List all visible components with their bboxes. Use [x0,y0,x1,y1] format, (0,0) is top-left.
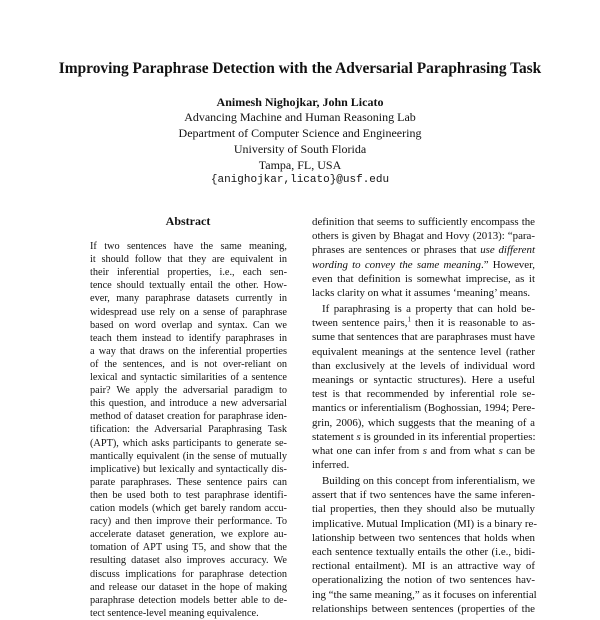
body-line: phrases are sentences or phrases that use different [312,244,535,257]
body-line: implicative. Mutual Implication (MI) is a binary re- [312,517,538,530]
body-line: each sentence textually entails the other (i.e., bidi- [312,546,535,558]
abstract-line: tification: the Adversarial Paraphrasing Task [90,424,287,436]
abstract-line: (APT), which asks participants to generate se- [90,437,287,449]
abstract-line: teach them instead to identify paraphrases in [90,332,287,344]
affiliation-lab: Advancing Machine and Human Reasoning Lab [184,110,416,124]
body-line: others is given by Bhagat and Hovy (2013): “para- [312,230,535,243]
abstract-line: resulting dataset also improves accuracy. We [90,555,287,567]
affiliation-university: University of South Florida [233,142,367,156]
abstract-line: If two sentences have the same meaning, [90,241,287,252]
body-line: test is that recommended by inferential role se- [312,388,535,401]
body-line: equivalent meanings at the sentence level (rather [312,345,535,358]
paper-title: Improving Paraphrase Detection with the Adversarial Paraphrasing Task [58,60,542,77]
body-line: assert that if two sentences have the same inferen- [312,489,535,502]
abstract-line: widespread use rely on a sense of paraphrase [90,306,287,318]
abstract-line: method of dataset creation for paraphrase iden- [90,411,287,423]
abstract-line: a way that draws on the inferential properties [90,345,287,357]
body-line: than exclusively at the levels of individual word [312,359,535,372]
abstract-line: it should follow that they are equivalent in [90,254,287,266]
body-line: relationships between sentences (properties of the [312,602,535,615]
body-line: rectional entailment). MI is an attractive way of [312,560,535,573]
abstract-line: their inferential properties, i.e., each sen- [90,267,287,279]
abstract-line: mantically equivalent (in the sense of mutually [90,450,287,462]
abstract-line: accelerate dataset generation, we explore au- [90,529,287,541]
body-line: statement s is grounded in its inferential properties: [312,430,536,443]
abstract-line: of the sentences, and is not over-reliant on [90,358,287,370]
abstract-line: based on word overlap and syntax. Can we [90,319,287,331]
body-line: tial properties, then they should also be mutually [312,503,535,516]
abstract-line: tence should textually entail the other. How- [90,280,287,292]
abstract-line: then be used both to test paraphrase identifi- [90,489,287,501]
body-line: Building on this concept from inferentialism, we [322,475,535,487]
abstract-line: this question, and introduce a new adversarial [90,398,287,410]
body-line: sume that sentences that are paraphrases must have [312,331,535,344]
abstract-line: tomation of APT using T5, and show that the [90,542,287,554]
body-line: If paraphrasing is a property that can hold be- [322,303,535,315]
body-line: lationship between two sentences that holds when [312,531,535,544]
abstract-line: paraphrase detection models better able to de- [90,594,287,606]
affiliation-department: Department of Computer Science and Engineering [178,126,422,140]
abstract-line: pair? We apply the adversarial paradigm to [90,385,287,397]
abstract-line: discuss implications for paraphrase detection [90,568,287,580]
body-line: what one can infer from s and from what s can be [312,445,535,457]
body-line: tween sentence pairs,$^1$ then it is reasonable to as- [312,315,535,330]
email: {anighojkar,licato}@usf.edu [210,174,390,186]
body-line: operationalizing the notion of two sentences hav- [312,574,535,587]
body-line: even that definition is somewhat imprecise, as it [312,272,535,285]
body-line: inferred. [312,459,350,472]
abstract-line: parate paraphrases. These sentence pairs can [90,476,287,488]
abstract-line: implicative) but lexically and syntactically dis- [90,463,287,475]
abstract-line: lexical and syntactic similarities of a sentence [90,372,287,383]
abstract-line: tect sentence-level meaning equivalence. [90,607,259,619]
abstract-line: ever, many paraphrase datasets currently in [90,293,287,305]
abstract-line: and release our dataset in the hope of making [90,581,287,593]
abstract-line: cation models (which get barely random accu- [90,503,287,514]
body-line: ing “the same meaning,” as it focuses on inferential [312,588,537,601]
body-line: meanings or syntactic structures). Here a useful [312,374,535,386]
body-line: grin, 2006), which suggests that the meaning of a [312,416,535,429]
footnote-marker: 1 [407,315,411,324]
body-line: mantics or inferentialism (Boghossian, 1994; Pere- [312,402,535,415]
body-line: definition that seems to sufficiently encompass the [312,216,535,228]
authors: Animesh Nighojkar, John Licato [216,95,384,109]
abstract-heading: Abstract [165,214,211,228]
abstract-line: racy) and then improve their performance. To [90,516,287,528]
body-line: wording to convey the same meaning.” However, [312,258,535,271]
affiliation-location: Tampa, FL, USA [258,158,342,172]
body-line: lacks clarity on what it assumes ‘meaning’ means. [312,287,531,299]
